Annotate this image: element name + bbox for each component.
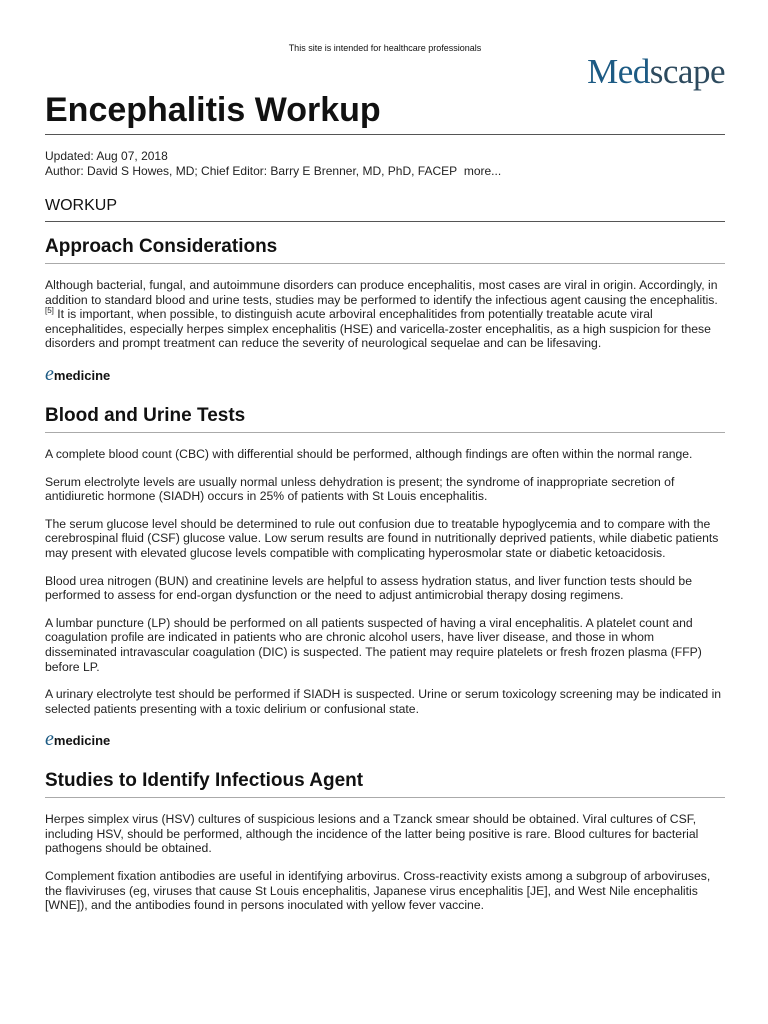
paragraph-text: Although bacterial, fungal, and autoimmune disorders can produce encephalitis, most cases are viral in origin. Accordingly, in addition to standard blood and urine tests, studies may be performed to identify the infectious agent causing the encephalitis. bbox=[45, 278, 718, 307]
professional-notice: This site is intended for healthcare professionals bbox=[288, 43, 482, 53]
section-heading-infectious-agent: Studies to Identify Infectious Agent bbox=[45, 770, 725, 798]
emedicine-logo[interactable] bbox=[45, 362, 725, 385]
author-line bbox=[45, 164, 501, 179]
paragraph: A lumbar puncture (LP) should be performed on all patients suspected of having a viral encephalitis. A platelet count and coagulation profile are indicated in patients who are chronic alcohol users, have liver disease, and those in whom disseminated intravascular coagulation (DIC) is suspected. The patient may require platelets or fresh frozen plasma (FFP) before LP. bbox=[45, 615, 702, 674]
page-title: Encephalitis Workup bbox=[45, 91, 381, 129]
logo-med-text: Med bbox=[587, 52, 650, 91]
article-content bbox=[45, 236, 725, 913]
emedicine-text: medicine bbox=[53, 733, 111, 749]
section-heading-approach: Approach Considerations bbox=[45, 236, 725, 264]
emedicine-logo[interactable] bbox=[45, 728, 725, 751]
logo-scape-text: scape bbox=[649, 52, 725, 91]
medscape-logo[interactable] bbox=[587, 54, 725, 89]
paragraph: The serum glucose level should be determined to rule out confusion due to treatable hypoglycemia and to compare with the cerebrospinal fluid (CSF) glucose value. Low serum results are found in nutritionally deprived patients, while diabetic patients may present with elevated glucose levels compatible with complicating hyperosmolar state or diabetic ketoacidosis. bbox=[45, 516, 719, 560]
emedicine-e: e bbox=[45, 362, 54, 385]
article-meta bbox=[45, 149, 501, 179]
reference-link[interactable]: [5] bbox=[45, 306, 54, 316]
section-label: WORKUP bbox=[45, 197, 117, 214]
title-divider bbox=[45, 134, 725, 135]
updated-date: Updated: Aug 07, 2018 bbox=[45, 149, 168, 163]
paragraph: Serum electrolyte levels are usually normal unless dehydration is present; the syndrome of inappropriate secretion of antidiuretic hormone (SIADH) occurs in 25% of patients with St Louis encephalitis. bbox=[45, 474, 675, 504]
paragraph: Blood urea nitrogen (BUN) and creatinine levels are helpful to assess hydration status, and liver function tests should be performed to assess for end-organ dysfunction or the need to adjust antimicrobial therapy dosing regimens. bbox=[45, 573, 692, 603]
paragraph: A urinary electrolyte test should be performed if SIADH is suspected. Urine or serum toxicology screening may be indicated in selected patients presenting with a toxic delirium or confusional state. bbox=[45, 687, 722, 716]
paragraph: A complete blood count (CBC) with differential should be performed, although findings are often within the normal range. bbox=[45, 446, 693, 461]
author-text: Author: David S Howes, MD; Chief Editor: Barry E Brenner, MD, PhD, FACEP bbox=[45, 164, 458, 178]
emedicine-text: medicine bbox=[53, 367, 111, 383]
paragraph: Herpes simplex virus (HSV) cultures of suspicious lesions and a Tzanck smear should be obtained. Viral cultures of CSF, including HSV, should be performed, although the incidence of the latter being positive is rare. Blood cultures for bacterial pathogens should be obtained. bbox=[45, 812, 699, 856]
more-link[interactable]: more... bbox=[463, 164, 502, 178]
paragraph-text: It is important, when possible, to distinguish acute arboviral encephalitides from potentially treatable acute viral encephalitides, especially herpes simplex encephalitis (HSE) and varicella-zoster encephalitis, as a high suspicion for these disorders and prompt treatment can reduce the severity of neurological sequelae and can be lifesaving. bbox=[45, 307, 711, 351]
emedicine-e: e bbox=[45, 728, 54, 751]
paragraph: Complement fixation antibodies are useful in identifying arbovirus. Cross-reactivity exists among a subgroup of arboviruses, the flaviviruses (eg, viruses that cause St Louis encephalitis, Japanese virus encephalitis [JE], and West Nile encephalitis [WNE]), and the antibodies found in persons inoculated with yellow fever vaccine. bbox=[45, 869, 711, 913]
paragraph bbox=[45, 278, 725, 351]
section-heading-blood-urine: Blood and Urine Tests bbox=[45, 405, 725, 433]
section-divider bbox=[45, 221, 725, 222]
